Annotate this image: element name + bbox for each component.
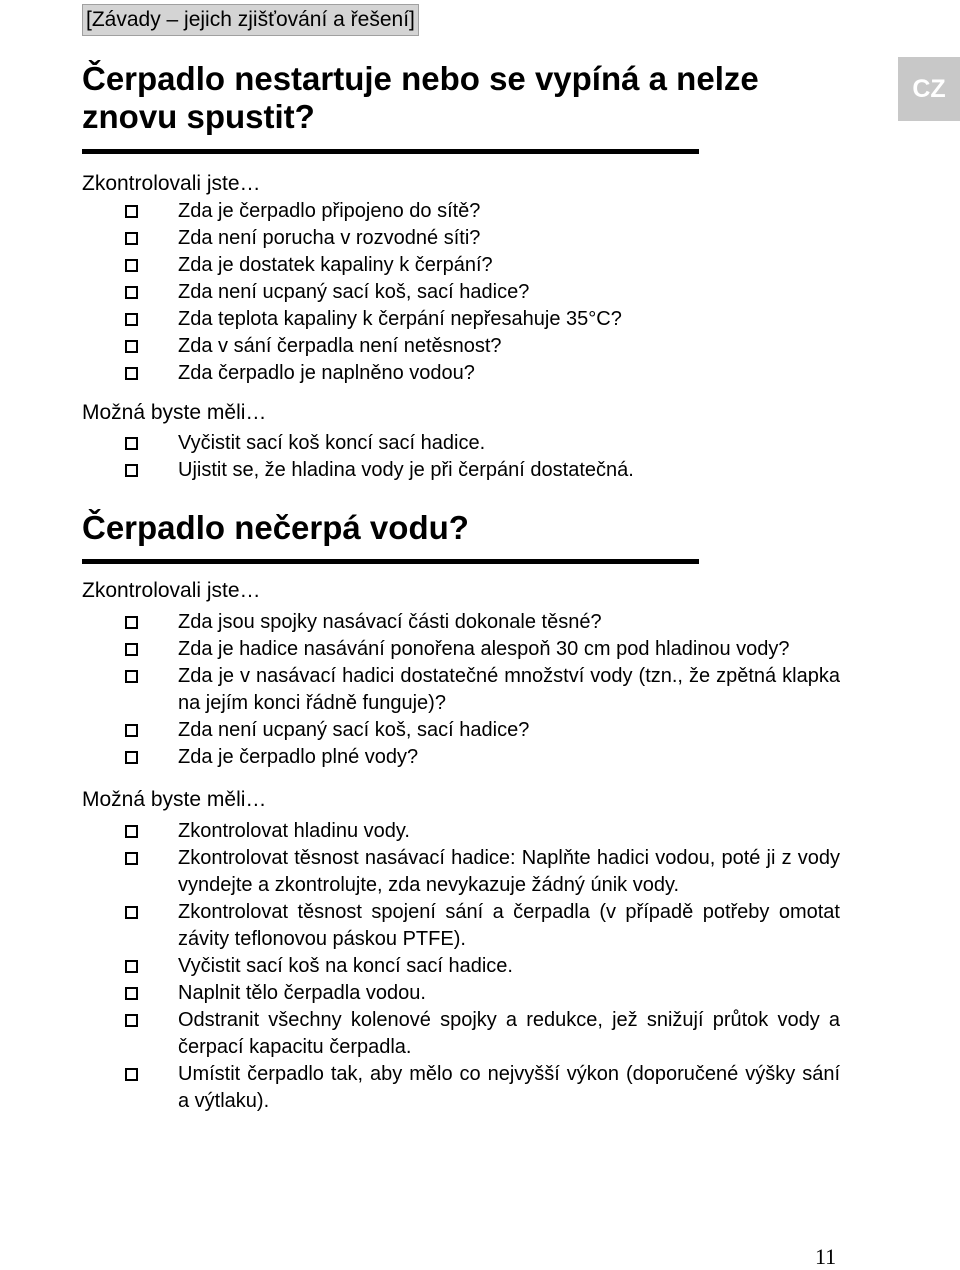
checkbox-icon[interactable]: [125, 205, 138, 218]
checkbox-icon[interactable]: [125, 670, 138, 683]
checked-heading: Zkontrolovali jste…: [82, 579, 261, 602]
checklist-item-text: Vyčistit sací koš koncí sací hadice.: [178, 432, 486, 454]
checkbox-icon[interactable]: [125, 1014, 138, 1027]
checkbox-icon[interactable]: [125, 367, 138, 380]
checklist-item: [82, 845, 844, 899]
checklist-item-text: Zda jsou spojky nasávací části dokonale těsné?: [178, 611, 602, 633]
checklist: [82, 818, 844, 1115]
checkbox-icon[interactable]: [125, 286, 138, 299]
checklist-item: [82, 333, 844, 360]
checkbox-icon[interactable]: [125, 437, 138, 450]
checklist-item: [82, 744, 844, 771]
checklist-item-text: Zda není ucpaný sací koš, sací hadice?: [178, 281, 530, 303]
checkbox-icon[interactable]: [125, 987, 138, 1000]
checklist-item: [82, 306, 844, 333]
checklist-item: [82, 1061, 844, 1115]
checkbox-icon[interactable]: [125, 906, 138, 919]
checklist-item-text: Zda teplota kapaliny k čerpání nepřesahuje 35°C?: [178, 308, 622, 330]
checklist-item-text: Ujistit se, že hladina vody je při čerpání dostatečná.: [178, 459, 634, 481]
checkbox-icon[interactable]: [125, 464, 138, 477]
checkbox-icon[interactable]: [125, 259, 138, 272]
checkbox-icon[interactable]: [125, 724, 138, 737]
checklist-item-text: Odstranit všechny kolenové spojky a redukce, jež snižují průtok vody a čerpací kapacitu čerpadla.: [178, 1009, 840, 1058]
checkbox-icon[interactable]: [125, 643, 138, 656]
checklist-item: [82, 717, 844, 744]
checklist: [82, 430, 844, 484]
checklist-item: [82, 980, 844, 1007]
checklist-item-text: Zda není ucpaný sací koš, sací hadice?: [178, 719, 530, 741]
actions-heading: Možná byste měli…: [82, 788, 267, 811]
page-number: 11: [815, 1244, 837, 1269]
page-title: Čerpadlo nestartuje nebo se vypíná a nelze znovu spustit?: [82, 60, 759, 135]
checklist: [82, 198, 844, 387]
checkbox-icon[interactable]: [125, 960, 138, 973]
section-divider: [82, 559, 699, 564]
checklist-item: [82, 457, 844, 484]
actions-heading: Možná byste měli…: [82, 401, 267, 424]
checklist-item-text: Vyčistit sací koš na koncí sací hadice.: [178, 955, 513, 977]
checkbox-icon[interactable]: [125, 340, 138, 353]
checklist-item: [82, 636, 844, 663]
language-badge: CZ: [898, 57, 960, 121]
checklist: [82, 609, 844, 771]
checklist-item: [82, 225, 844, 252]
checklist-item: [82, 818, 844, 845]
checklist-item-text: Zkontrolovat těsnost spojení sání a čerpadla (v případě potřeby omotat závity teflonovou páskou PTFE).: [178, 901, 840, 950]
checklist-item-text: Zda v sání čerpadla není netěsnost?: [178, 335, 502, 357]
checklist-item-text: Zda není porucha v rozvodné síti?: [178, 227, 481, 249]
checkbox-icon[interactable]: [125, 751, 138, 764]
checklist-item: [82, 360, 844, 387]
title-divider: [82, 149, 699, 154]
checklist-item: [82, 953, 844, 980]
checkbox-icon[interactable]: [125, 313, 138, 326]
checkbox-icon[interactable]: [125, 852, 138, 865]
checklist-item-text: Naplnit tělo čerpadla vodou.: [178, 982, 426, 1004]
checklist-item: [82, 252, 844, 279]
checklist-item: [82, 430, 844, 457]
checklist-item-text: Zda čerpadlo je naplněno vodou?: [178, 362, 475, 384]
checklist-item: [82, 663, 844, 717]
checklist-item-text: Zkontrolovat těsnost nasávací hadice: Naplňte hadici vodou, poté ji z vody vyndejte a zkontrolujte, zda nevykazuje žádný únik vody.: [178, 847, 840, 896]
checklist-item: [82, 609, 844, 636]
checklist-item-text: Zkontrolovat hladinu vody.: [178, 820, 410, 842]
checklist-item-text: Zda je hadice nasávání ponořena alespoň 30 cm pod hladinou vody?: [178, 638, 790, 660]
checkbox-icon[interactable]: [125, 825, 138, 838]
checkbox-icon[interactable]: [125, 616, 138, 629]
checklist-item-text: Zda je čerpadlo plné vody?: [178, 746, 419, 768]
checklist-item: [82, 198, 844, 225]
checkbox-icon[interactable]: [125, 1068, 138, 1081]
checklist-item-text: Zda je čerpadlo připojeno do sítě?: [178, 200, 481, 222]
checklist-item-text: Zda je dostatek kapaliny k čerpání?: [178, 254, 493, 276]
checkbox-icon[interactable]: [125, 232, 138, 245]
checklist-item: [82, 279, 844, 306]
checked-heading: Zkontrolovali jste…: [82, 172, 261, 195]
checklist-item: [82, 899, 844, 953]
page-content: [82, 60, 844, 1115]
checklist-item-text: Umístit čerpadlo tak, aby mělo co nejvyšší výkon (doporučené výšky sání a výtlaku).: [178, 1063, 840, 1112]
checklist-item: [82, 1007, 844, 1061]
section-title: Čerpadlo nečerpá vodu?: [82, 509, 469, 546]
section-tag: [Závady – jejich zjišťování a řešení]: [82, 4, 419, 36]
checklist-item-text: Zda je v nasávací hadici dostatečné množství vody (tzn., že zpětná klapka na jejím konci řádně funguje)?: [178, 665, 840, 714]
